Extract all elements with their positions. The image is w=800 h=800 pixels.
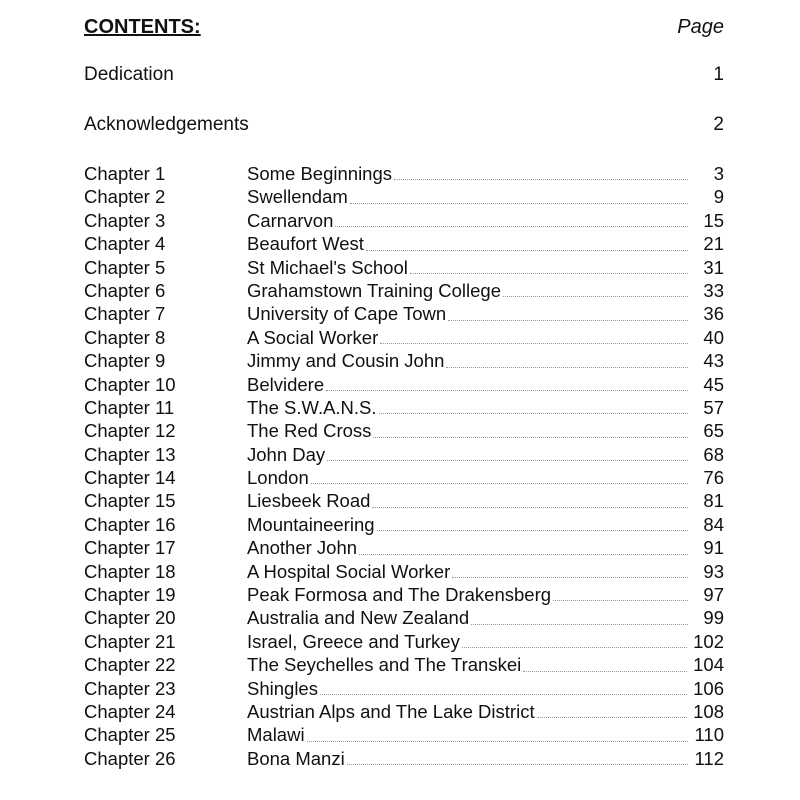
chapter-page-number: 3 — [713, 163, 724, 184]
chapter-number: Chapter 17 — [84, 537, 176, 559]
chapter-number: Chapter 10 — [84, 373, 176, 395]
chapter-page-number: 104 — [693, 654, 724, 676]
chapter-number: Chapter 22 — [84, 654, 176, 676]
chapter-page-number: 43 — [703, 350, 724, 372]
chapter-row — [84, 466, 724, 489]
chapter-row — [84, 185, 724, 208]
chapter-row — [84, 419, 724, 442]
chapter-title: Australia and New Zealand — [247, 607, 470, 629]
chapter-title: Belvidere — [247, 373, 325, 395]
chapter-row — [84, 583, 724, 606]
chapter-number: Chapter 12 — [84, 420, 176, 442]
dot-leader — [350, 202, 688, 204]
chapter-row — [84, 560, 724, 583]
chapter-row — [84, 606, 724, 629]
chapter-number: Chapter 7 — [84, 303, 166, 325]
front-matter-acknowledgements — [84, 114, 724, 140]
chapter-page-number: 84 — [703, 513, 724, 535]
dot-leader — [379, 412, 688, 414]
dot-leader — [327, 459, 688, 461]
chapter-number: Chapter 24 — [84, 700, 176, 722]
contents-title: CONTENTS: — [84, 16, 201, 38]
dot-leader — [503, 295, 688, 297]
chapter-title: Jimmy and Cousin John — [247, 350, 445, 372]
dot-leader — [335, 225, 688, 227]
chapter-row — [84, 326, 724, 349]
front-matter-page: 1 — [713, 64, 724, 85]
chapter-number: Chapter 11 — [84, 396, 175, 418]
chapter-title: The Red Cross — [247, 420, 372, 442]
chapter-title: Israel, Greece and Turkey — [247, 630, 460, 652]
chapter-page-number: 31 — [703, 256, 724, 278]
chapter-number: Chapter 19 — [84, 584, 176, 606]
chapter-row — [84, 630, 724, 653]
chapter-row — [84, 653, 724, 676]
chapter-row — [84, 489, 724, 512]
chapter-number: Chapter 6 — [84, 279, 166, 301]
chapter-row — [84, 232, 724, 255]
dot-leader — [523, 670, 687, 672]
dot-leader — [452, 576, 688, 578]
chapter-title: Austrian Alps and The Lake District — [247, 700, 535, 722]
chapter-page-number: 102 — [693, 630, 724, 652]
dot-leader — [359, 553, 688, 555]
chapter-page-number: 112 — [694, 747, 724, 769]
chapter-number: Chapter 4 — [84, 233, 166, 255]
chapter-title: Peak Formosa and The Drakensberg — [247, 584, 552, 606]
dot-leader — [347, 763, 688, 765]
chapter-row — [84, 256, 724, 279]
chapter-row — [84, 373, 724, 396]
dot-leader — [373, 436, 688, 438]
dot-leader — [377, 529, 688, 531]
chapter-number: Chapter 14 — [84, 467, 176, 489]
chapter-number: Chapter 2 — [84, 186, 166, 208]
chapter-row — [84, 443, 724, 466]
chapter-number: Chapter 1 — [84, 163, 166, 184]
chapter-page-number: 9 — [713, 186, 724, 208]
chapter-title: Grahamstown Training College — [247, 279, 501, 301]
chapter-number: Chapter 25 — [84, 724, 176, 746]
chapter-title: John Day — [247, 443, 326, 465]
chapter-row — [84, 279, 724, 302]
chapter-page-number: 36 — [703, 303, 724, 325]
chapter-number: Chapter 23 — [84, 677, 176, 699]
dot-leader — [471, 623, 688, 625]
chapter-page-number: 93 — [703, 560, 724, 582]
chapter-page-number: 68 — [703, 443, 724, 465]
chapter-title: The S.W.A.N.S. — [247, 396, 377, 418]
chapter-number: Chapter 3 — [84, 209, 166, 231]
chapter-number: Chapter 26 — [84, 747, 176, 769]
dot-leader — [446, 366, 688, 368]
chapter-row — [84, 162, 724, 185]
chapter-number: Chapter 20 — [84, 607, 176, 629]
chapter-number: Chapter 15 — [84, 490, 176, 512]
dot-leader — [380, 342, 688, 344]
chapter-row — [84, 723, 724, 746]
chapter-row — [84, 349, 724, 372]
chapter-page-number: 97 — [703, 584, 724, 606]
dot-leader — [462, 646, 687, 648]
dot-leader — [372, 506, 688, 508]
chapter-title: Another John — [247, 537, 358, 559]
dot-leader — [311, 482, 688, 484]
page-column-label: Page — [677, 16, 724, 38]
chapter-number: Chapter 16 — [84, 513, 176, 535]
chapter-page-number: 106 — [693, 677, 724, 699]
chapter-page-number: 91 — [703, 537, 724, 559]
chapter-title: A Hospital Social Worker — [247, 560, 451, 582]
front-matter-label: Acknowledgements — [84, 114, 249, 135]
chapter-page-number: 108 — [693, 700, 724, 722]
front-matter-page: 2 — [713, 114, 724, 135]
chapter-page-number: 110 — [694, 724, 724, 746]
chapter-page-number: 21 — [703, 233, 724, 255]
chapter-number: Chapter 8 — [84, 326, 166, 348]
chapter-title: The Seychelles and The Transkei — [247, 654, 522, 676]
chapter-row — [84, 396, 724, 419]
chapter-number: Chapter 5 — [84, 256, 166, 278]
chapter-page-number: 81 — [703, 490, 724, 512]
chapter-title: Malawi — [247, 724, 305, 746]
chapter-page-number: 99 — [703, 607, 724, 629]
chapter-page-number: 40 — [703, 326, 724, 348]
chapter-number: Chapter 18 — [84, 560, 176, 582]
chapter-title: St Michael's School — [247, 256, 408, 278]
dot-leader — [307, 740, 688, 742]
dot-leader — [537, 716, 688, 718]
front-matter-dedication — [84, 64, 724, 90]
chapter-page-number: 15 — [703, 209, 724, 231]
chapter-row — [84, 513, 724, 536]
chapter-row — [84, 536, 724, 559]
chapter-row — [84, 677, 724, 700]
chapter-title: Shingles — [247, 677, 318, 699]
chapter-title: Carnarvon — [247, 209, 334, 231]
chapter-title: London — [247, 467, 309, 489]
chapter-page-number: 45 — [703, 373, 724, 395]
chapter-title: Bona Manzi — [247, 747, 345, 769]
dot-leader — [410, 272, 688, 274]
chapter-row — [84, 209, 724, 232]
chapter-title: Liesbeek Road — [247, 490, 371, 512]
dot-leader — [326, 389, 688, 391]
chapter-number: Chapter 9 — [84, 350, 166, 372]
chapter-title: Beaufort West — [247, 233, 364, 255]
chapter-title: Swellendam — [247, 186, 348, 208]
dot-leader — [394, 178, 688, 180]
chapter-number: Chapter 21 — [84, 630, 176, 652]
dot-leader — [448, 319, 688, 321]
chapter-page-number: 57 — [703, 396, 724, 418]
chapter-number: Chapter 13 — [84, 443, 176, 465]
chapter-page-number: 33 — [703, 279, 724, 301]
chapter-title: Some Beginnings — [247, 163, 393, 184]
front-matter-label: Dedication — [84, 64, 174, 85]
chapter-title: Mountaineering — [247, 513, 375, 535]
chapter-row — [84, 700, 724, 723]
chapter-title: A Social Worker — [247, 326, 379, 348]
chapter-list — [84, 162, 724, 770]
chapter-page-number: 76 — [703, 467, 724, 489]
chapter-row — [84, 747, 724, 770]
dot-leader — [553, 599, 688, 601]
dot-leader — [366, 249, 688, 251]
contents-header — [84, 16, 724, 48]
chapter-page-number: 65 — [703, 420, 724, 442]
dot-leader — [320, 693, 687, 695]
chapter-row — [84, 302, 724, 325]
chapter-title: University of Cape Town — [247, 303, 447, 325]
